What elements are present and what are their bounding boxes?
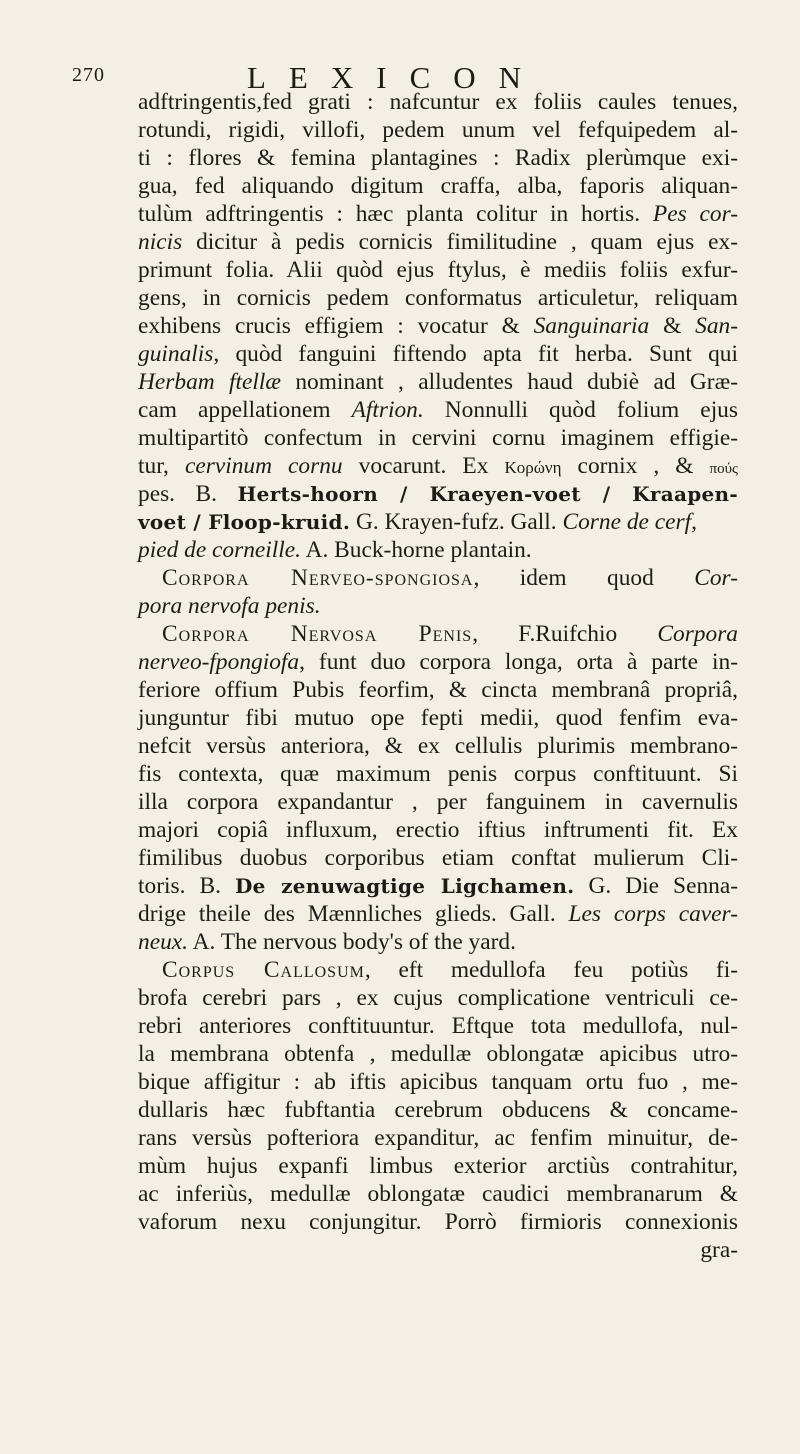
text-line: bique affigitur : ab iftis apicibus tanquam ortu fuo , me- <box>138 1069 738 1095</box>
text-line: primunt folia. Alii quòd ejus ftylus, è mediis foliis exfur- <box>138 257 738 283</box>
text-line: Herbam ftellæ nominant , alludentes haud dubiè ad Græ- <box>138 369 738 395</box>
catchword: gra- <box>700 1237 738 1263</box>
entry-heading-line: Corpora Nerveo-spongiosa, idem quod Cor- <box>162 565 738 591</box>
text-line: brofa cerebri pars , ex cujus complicatione ventriculi ce- <box>138 985 738 1011</box>
text-line: guinalis, quòd fanguini fiftendo apta fit herba. Sunt qui <box>138 341 738 367</box>
text-line: pied de corneille. A. Buck-horne plantain. <box>138 537 532 563</box>
text-line: nicis dicitur à pedis cornicis fimilitudine , quam ejus ex- <box>138 229 738 255</box>
text-line: dullaris hæc fubftantia cerebrum obducens & concame- <box>138 1097 738 1123</box>
text-line: rebri anteriores conftituuntur. Eftque tota medullofa, nul- <box>138 1013 738 1039</box>
text-line: cam appellationem Aftrion. Nonnulli quòd folium ejus <box>138 397 738 423</box>
text-line: adftringentis,fed grati : nafcuntur ex foliis caules tenues, <box>138 89 738 115</box>
text-line: tur, cervinum cornu vocarunt. Ex Κορώνη cornix , & πούς <box>138 453 738 479</box>
entry-heading-line: Corpora Nervosa Penis, F.Ruifchio Corpora <box>162 621 738 647</box>
entry-heading-line: Corpus Callosum, eft medullofa feu potiùs fi- <box>162 957 739 983</box>
text-line: junguntur fibi mutuo ope fepti medii, quod fenfim eva- <box>138 705 738 731</box>
text-line: illa corpora expandantur , per fanguinem in cavernulis <box>138 789 738 815</box>
text-line: pes. B. Herts-hoorn / Kraeyen-voet / Kraapen- <box>138 481 738 507</box>
text-line: drige theile des Mænnliches glieds. Gall. Les corps caver- <box>138 901 738 927</box>
lexicon-body <box>138 88 738 1264</box>
text-line: fis contexta, quæ maximum penis corpus conftituunt. Si <box>138 761 738 787</box>
text-line: neux. A. The nervous body's of the yard. <box>138 929 516 955</box>
text-line: mùm hujus expanfi limbus exterior arctiùs contrahitur, <box>138 1153 738 1179</box>
text-line: gens, in cornicis pedem conformatus articuletur, reliquam <box>138 285 738 311</box>
text-line: multipartitò confectum in cervini cornu imaginem effigie- <box>138 425 738 451</box>
text-line: la membrana obtenfa , medullæ oblongatæ apicibus utro- <box>138 1041 738 1067</box>
text-line: rans versùs pofteriora expanditur, ac fenfim minuitur, de- <box>138 1125 738 1151</box>
text-line: toris. B. De zenuwagtige Ligchamen. G. Die Senna- <box>138 873 739 899</box>
text-line: tulùm adftringentis : hæc planta colitur in hortis. Pes cor- <box>138 201 738 227</box>
text-line: nefcit versùs anteriora, & ex cellulis plurimis membrano- <box>138 733 738 759</box>
text-line: ti : flores & femina plantagines : Radix plerùmque exi- <box>138 145 738 171</box>
text-line: voet / Floop-kruid. G. Krayen-fufz. Gall. Corne de cerf, <box>138 509 697 535</box>
text-line: feriore offium Pubis feorfim, & cincta membranâ propriâ, <box>138 677 738 703</box>
text-line: fimilibus duobus corporibus etiam conftat mulierum Cli- <box>138 845 738 871</box>
text-line: exhibens crucis effigiem : vocatur & Sanguinaria & San- <box>138 313 739 339</box>
text-line: majori copiâ influxum, erectio iftius inftrumenti fit. Ex <box>138 817 738 843</box>
text-line: gua, fed aliquando digitum craffa, alba, faporis aliquan- <box>138 173 738 199</box>
text-line: pora nervofa penis. <box>138 593 321 619</box>
text-line: rotundi, rigidi, villofi, pedem unum vel fefquipedem al- <box>138 117 738 143</box>
text-line: nerveo-fpongiofa, funt duo corpora longa, orta à parte in- <box>138 649 738 675</box>
text-line: vaforum nexu conjungitur. Porrò firmioris connexionis <box>138 1209 738 1235</box>
page-number: 270 <box>72 64 105 86</box>
running-head: LEXICON <box>247 60 545 95</box>
text-line: ac inferiùs, medullæ oblongatæ caudici membranarum & <box>138 1181 738 1207</box>
